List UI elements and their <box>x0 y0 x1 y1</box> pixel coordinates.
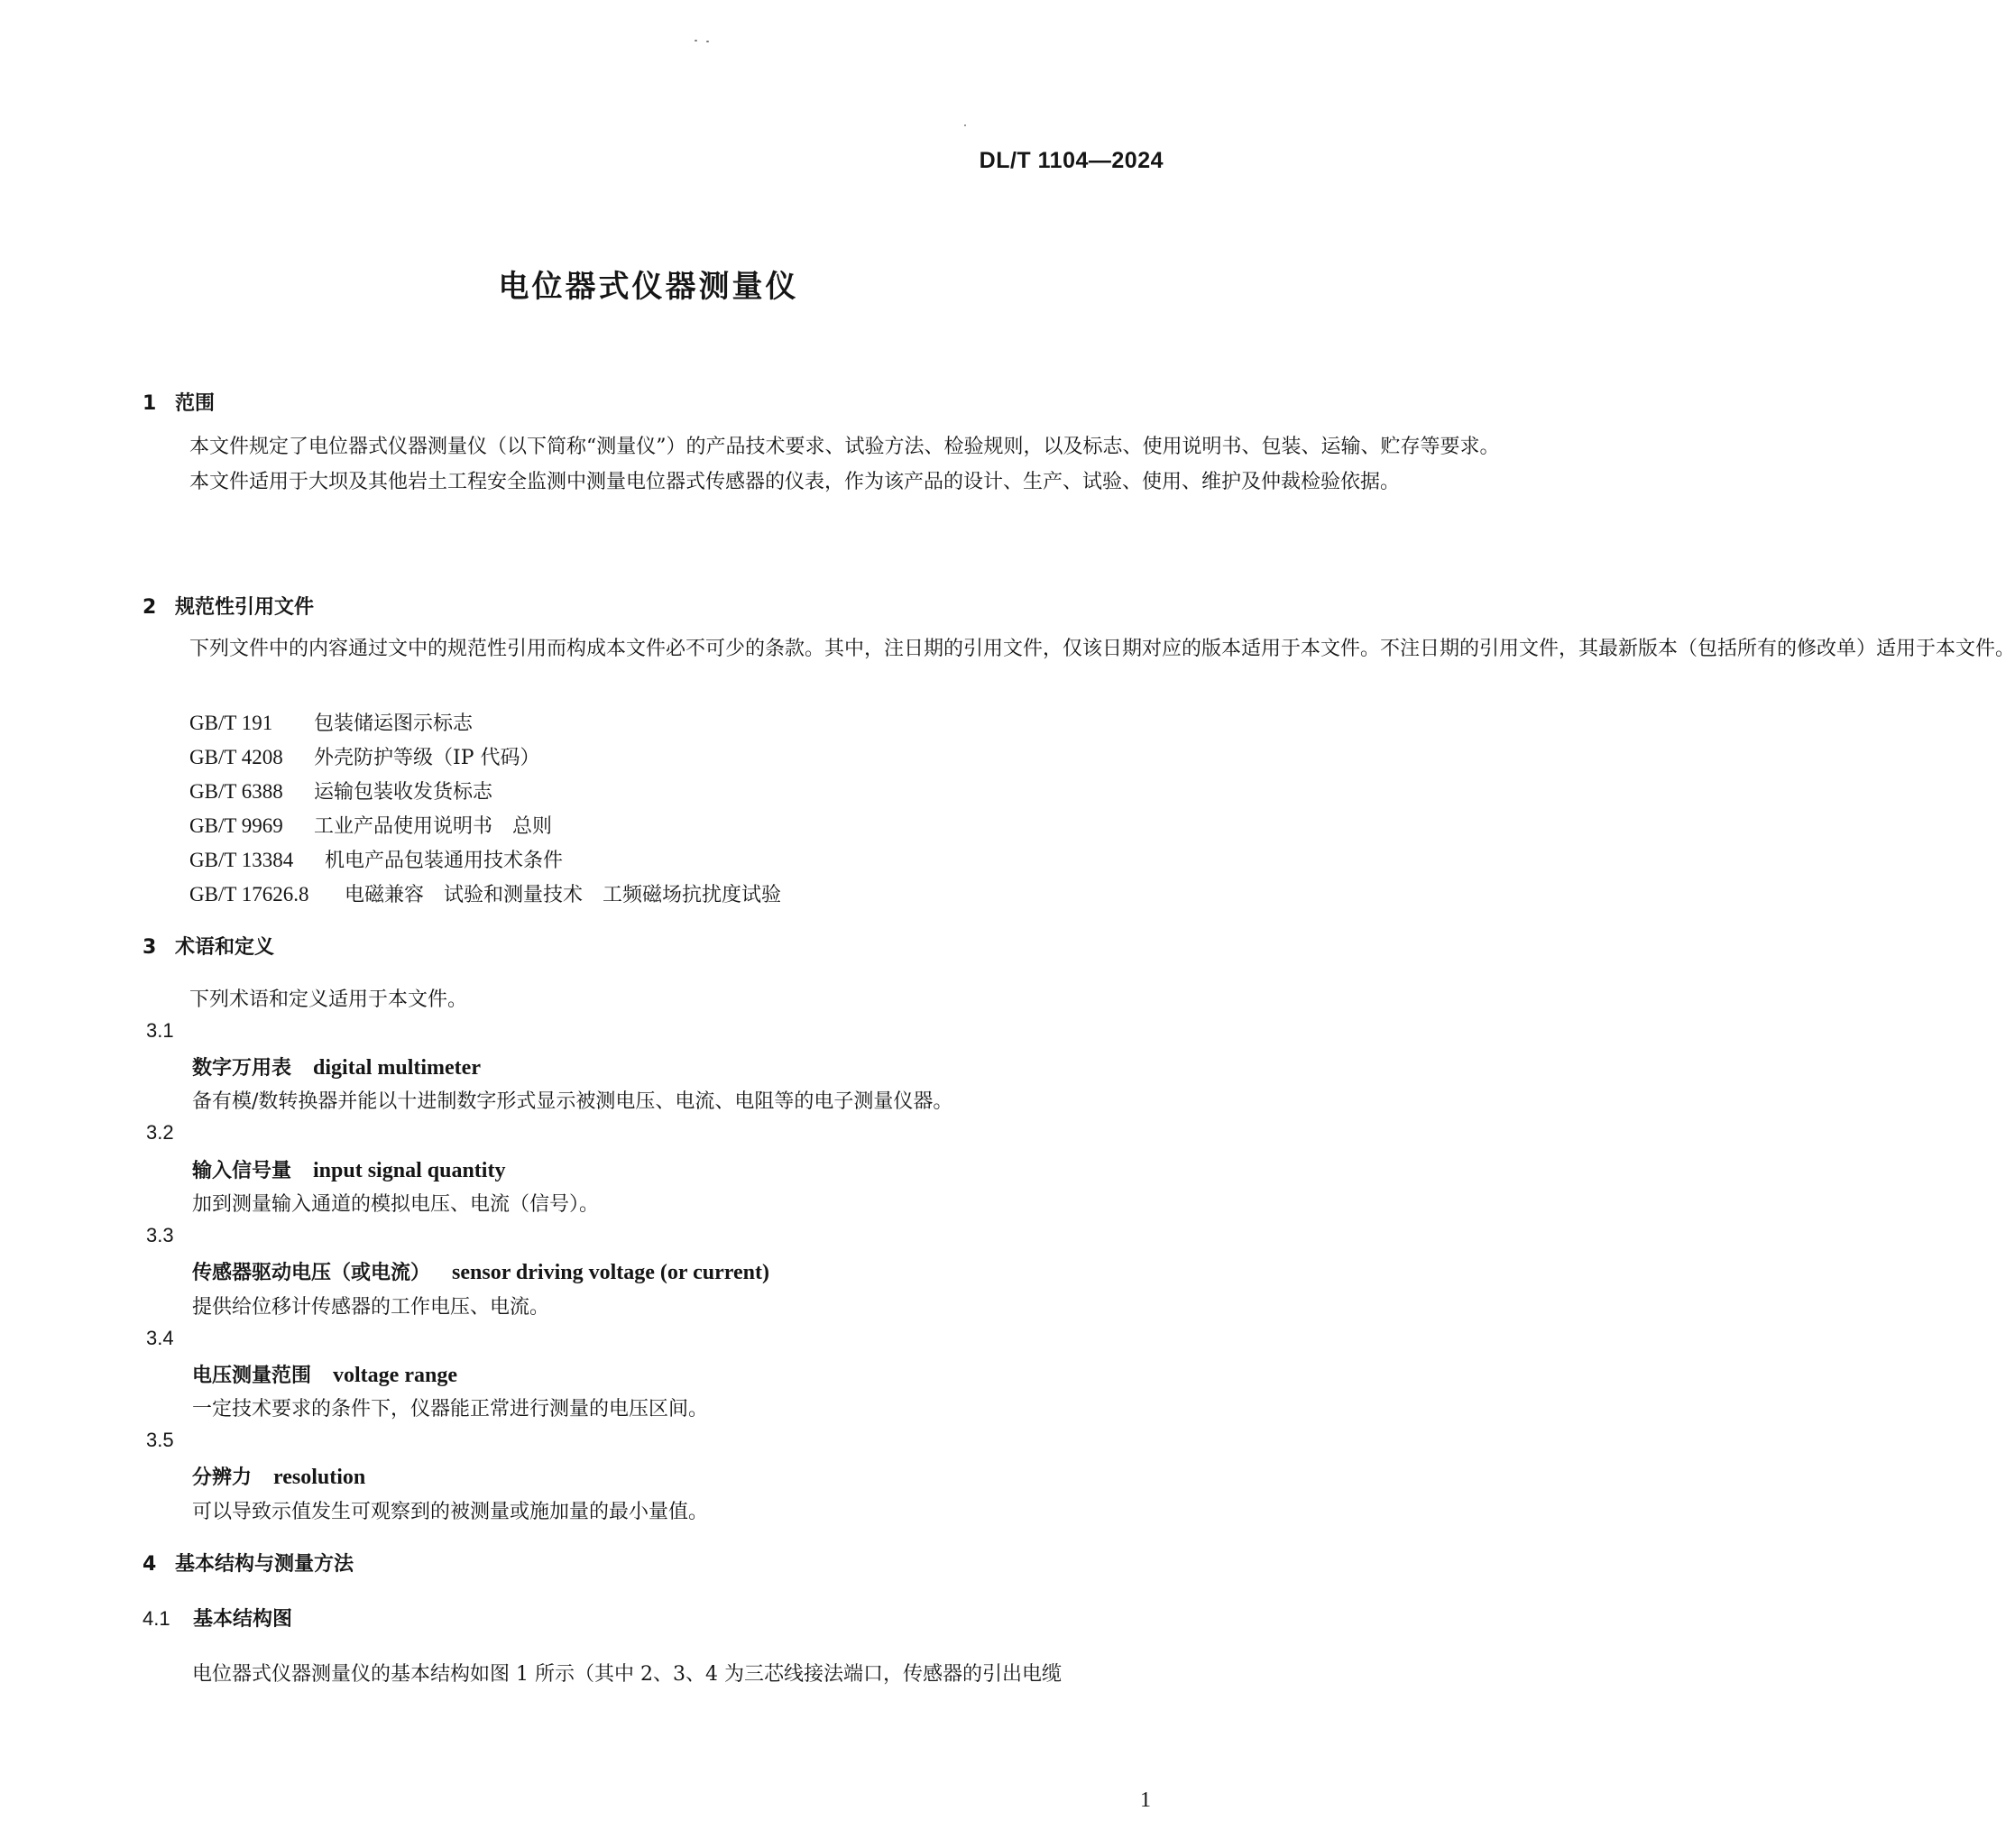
term-en: sensor driving voltage (or current) <box>452 1261 769 1284</box>
section-2-intro <box>143 631 2015 667</box>
term-definition: 可以导致示值发生可观察到的被测量或施加量的最小量值。 <box>192 1501 709 1523</box>
section-number: 4 <box>143 1553 157 1576</box>
reference-name: 工业产品使用说明书 总则 <box>314 815 553 838</box>
section-1-body <box>143 429 1500 500</box>
term-number: 3.5 <box>146 1429 174 1451</box>
term-en: input signal quantity <box>313 1159 506 1182</box>
reference-code: GB/T 9969 <box>189 814 283 837</box>
section-3-intro: 下列术语和定义适用于本文件。 <box>189 988 468 1011</box>
section-4-heading <box>143 1549 354 1577</box>
term-name <box>192 1360 457 1388</box>
section-title: 规范性引用文件 <box>175 596 315 619</box>
subsection-4-1-heading <box>143 1604 292 1632</box>
term-zh: 电压测量范围 <box>192 1365 312 1387</box>
term-name <box>192 1462 365 1490</box>
document-number: DL/T 1104—2024 <box>979 148 1164 173</box>
reference-name: 运输包装收发货标志 <box>314 781 493 804</box>
section-title: 基本结构与测量方法 <box>175 1553 354 1576</box>
section-title: 范围 <box>175 392 216 415</box>
term-en: resolution <box>273 1466 366 1489</box>
subsection-number: 4.1 <box>143 1607 170 1630</box>
paragraph: 本文件适用于大坝及其他岩土工程安全监测中测量电位器式传感器的仪表，作为该产品的设计、生产、试验、使用、维护及仲裁检验依据。 <box>189 471 1401 493</box>
section-number: 3 <box>143 936 157 959</box>
reference-item <box>189 811 552 839</box>
subsection-title: 基本结构图 <box>193 1608 293 1631</box>
reference-item <box>189 879 781 907</box>
paragraph: 下列文件中的内容通过文中的规范性引用而构成本文件必不可少的条款。其中，注日期的引用文件，仅该日期对应的版本适用于本文件。不注日期的引用文件，其最新版本（包括所有的修改单）适用于本文件。 <box>189 638 2015 660</box>
term-definition: 备有模/数转换器并能以十进制数字形式显示被测电压、电流、电阻等的电子测量仪器。 <box>192 1090 953 1113</box>
section-1-heading <box>143 388 215 416</box>
reference-item <box>189 777 492 804</box>
term-number: 3.3 <box>146 1224 174 1246</box>
term-name <box>192 1155 505 1183</box>
reference-name: 机电产品包装通用技术条件 <box>325 850 564 872</box>
term-definition: 加到测量输入通道的模拟电压、电流（信号）。 <box>192 1193 600 1216</box>
section-4-text: 电位器式仪器测量仪的基本结构如图 1 所示（其中 2、3、4 为三芯线接法端口，传感器的引出电缆 <box>192 1663 1062 1686</box>
term-zh: 数字万用表 <box>192 1057 292 1080</box>
term-en: digital multimeter <box>313 1056 481 1080</box>
page-number: 1 <box>1140 1788 1151 1812</box>
reference-code: GB/T 191 <box>189 712 273 734</box>
term-definition: 一定技术要求的条件下，仪器能正常进行测量的电压区间。 <box>192 1398 709 1420</box>
reference-code: GB/T 17626.8 <box>189 883 309 906</box>
section-number: 2 <box>143 596 157 619</box>
reference-code: GB/T 6388 <box>189 780 283 803</box>
reference-code: GB/T 13384 <box>189 849 294 871</box>
reference-name: 电磁兼容 试验和测量技术 工频磁场抗扰度试验 <box>345 884 782 906</box>
section-3-heading <box>143 932 274 960</box>
term-number: 3.2 <box>146 1121 174 1144</box>
scan-speck <box>695 40 697 41</box>
section-number: 1 <box>143 392 157 415</box>
section-2-heading <box>143 592 314 620</box>
term-definition: 提供给位移计传感器的工作电压、电流。 <box>192 1296 550 1319</box>
reference-name: 外壳防护等级（IP 代码） <box>314 747 540 769</box>
document-title: 电位器式仪器测量仪 <box>498 269 799 305</box>
term-name <box>192 1257 769 1285</box>
reference-item <box>189 742 540 770</box>
scan-speck <box>706 41 709 42</box>
section-title: 术语和定义 <box>175 936 275 959</box>
term-zh: 分辨力 <box>192 1466 253 1489</box>
reference-name: 包装储运图示标志 <box>314 713 474 735</box>
term-name <box>192 1053 481 1080</box>
paragraph: 本文件规定了电位器式仪器测量仪（以下简称“测量仪”）的产品技术要求、试验方法、检验规则，以及标志、使用说明书、包装、运输、贮存等要求。 <box>189 436 1500 458</box>
reference-item <box>189 845 563 873</box>
term-zh: 输入信号量 <box>192 1160 292 1182</box>
reference-item <box>189 708 473 736</box>
term-en: voltage range <box>333 1364 457 1387</box>
term-number: 3.4 <box>146 1327 174 1349</box>
term-number: 3.1 <box>146 1019 174 1042</box>
term-zh: 传感器驱动电压（或电流） <box>192 1262 431 1284</box>
reference-code: GB/T 4208 <box>189 746 283 768</box>
scan-speck <box>964 124 966 126</box>
